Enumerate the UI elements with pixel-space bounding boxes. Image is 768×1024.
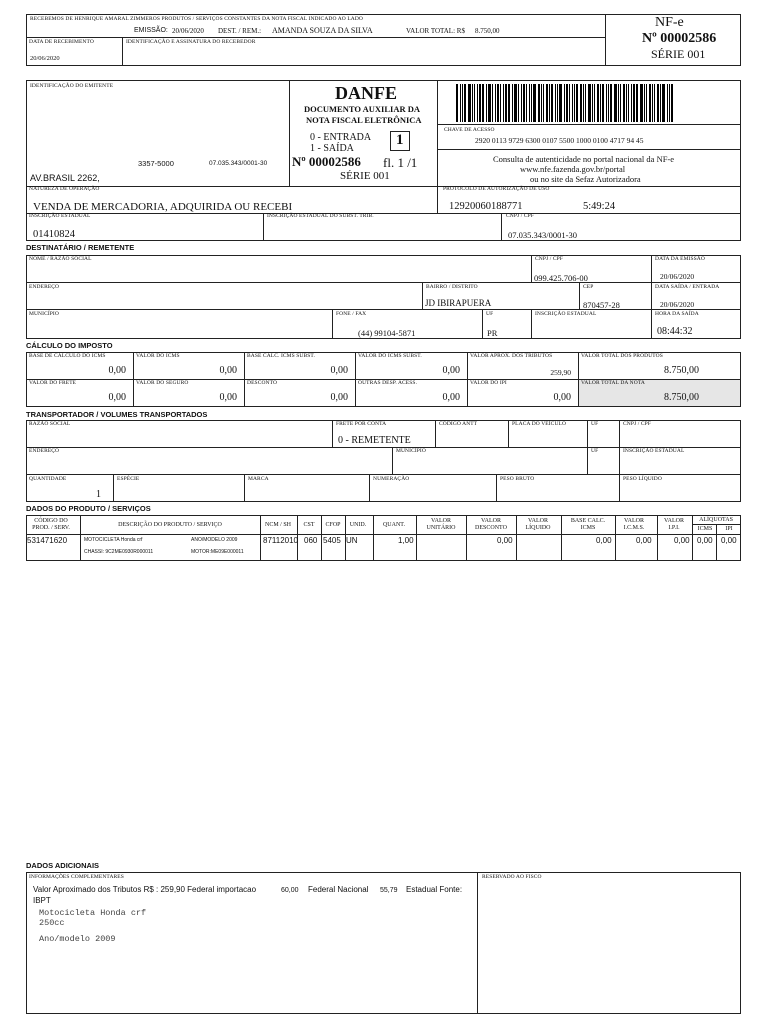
dest-emissao-label: DATA DA EMISSÃO [655,256,705,262]
barcode-bar [521,84,522,122]
barcode-bar [628,84,629,122]
barcode-bar [606,84,607,122]
danfe-numero: Nº 00002586 [292,154,361,169]
dest-endereco-label: ENDEREÇO [29,284,60,290]
imposto-row2-value: 0,00 [442,392,460,403]
item-descricao2: CHASSI: 9C2ME0930R000011 [84,549,154,555]
canhoto-emissao-label: EMISSÃO: [134,27,168,34]
chave-value: 2920 0113 9729 6300 0107 5500 1000 0100 4717 94 45 [475,136,644,145]
barcode-bar [468,84,471,122]
transp-numeracao-label: NUMERAÇÃO [373,476,410,482]
barcode-bar [479,84,481,122]
imposto-row2-label: VALOR TOTAL DA NOTA [581,380,645,386]
emitente-box [26,80,290,187]
imposto-row1-label: VALOR APROX. DOS TRIBUTOS [470,353,553,359]
barcode-bar [464,84,466,122]
barcode-bar [633,84,635,122]
barcode-bar [657,84,659,122]
hdr-aliquotas: ALÍQUOTAS [699,517,733,523]
canhoto-data: 20/06/2020 [30,55,60,62]
canhoto-nfe: NF-e [655,15,684,30]
dest-municipio-box [26,309,333,339]
imposto-row2-label: VALOR DO FRETE [29,380,77,386]
info-line2: IBPT [33,896,51,905]
emit-cnpj-value: 07.035.343/0001-30 [508,230,577,240]
protocolo-value: 12920060188771 [449,201,523,212]
canhoto-valor: 8.750,00 [475,27,500,35]
danfe-title: DANFE [335,83,397,103]
imposto-section: CÁLCULO DO IMPOSTO [26,341,113,350]
barcode-bar [654,84,655,122]
dest-bairro-label: BAIRRO / DISTRITO [426,284,478,290]
barcode-bar [660,84,661,122]
barcode-bar [667,84,668,122]
dest-saida-label: DATA SAÍDA / ENTRADA [655,284,720,290]
barcode-bar [474,84,475,122]
protocolo-hora: 5:49:24 [583,201,616,212]
barcode-bar [574,84,575,122]
info-line1b: 60,00 [281,887,299,894]
barcode-bar [526,84,527,122]
reservado-box [477,872,741,1014]
barcode-bar [533,84,536,122]
imposto-row2-value: 0,00 [219,392,237,403]
barcode-bar [500,84,501,122]
barcode-bar [508,84,510,122]
info-mono1: Motocicleta Honda crf [39,908,147,918]
barcode-bar [610,84,612,122]
barcode-bar [569,84,570,122]
info-line1a: Valor Aproximado dos Tributos R$ : 259,90 Federal importacao [33,885,257,894]
item-descricao1b: ANO/MODELO 2009 [191,537,238,543]
hdr-vicms: VALOR I.C.M.S. [623,518,645,531]
emitente-label: IDENTIFICAÇÃO DO EMITENTE [30,83,114,89]
barcode-bar [646,84,647,122]
canhoto-emissao: 20/06/2020 [172,27,204,35]
barcode-bar [531,84,532,122]
emitente-cnpj: 07.035.343/0001-30 [209,160,268,167]
dest-municipio-label: MUNICÍPIO [29,311,59,317]
barcode-bar [608,84,609,122]
dest-hora-label: HORA DA SAÍDA [655,311,699,317]
barcode-bar [557,84,558,122]
barcode-bar [555,84,556,122]
barcode-bar [583,84,584,122]
item-vicms: 0,00 [636,536,652,545]
barcode-bar [669,84,670,122]
protocolo-label: PROTOCOLO DE AUTORIZAÇÃO DE USO [443,186,550,192]
imposto-row1-label: VALOR DO ICMS [136,353,180,359]
natureza-label: NATUREZA DE OPERAÇÃO [29,186,100,192]
item-vipi: 0,00 [674,536,690,545]
canhoto-data-label: DATA DE RECEBIMENTO [29,39,94,45]
destinatario-section: DESTINATÁRIO / REMETENTE [26,243,135,252]
hdr-ncm: NCM / SH [264,522,291,528]
item-quant: 1,00 [398,536,414,545]
item-descricao1: MOTOCICLETA Honda crf [84,537,143,543]
barcode-bar [482,84,484,122]
imposto-row1-value: 0,00 [219,365,237,376]
danfe-entrada: 0 - ENTRADA [310,132,372,143]
dest-saida-value: 20/06/2020 [660,300,695,309]
imposto-row2-label: OUTRAS DESP. ACESS. [358,380,418,386]
hdr-quant: QUANT. [382,522,406,528]
info-mono2: 250cc [39,918,65,928]
barcode-bar [576,84,578,122]
transp-frete-value: 0 - REMETENTE [338,435,411,446]
adicionais-section: DADOS ADICIONAIS [26,861,100,870]
danfe-serie: SÉRIE 001 [340,170,390,182]
danfe-tipo: 1 [396,132,404,148]
imposto-row1-value: 0,00 [108,365,126,376]
ie-label: INSCRIÇÃO ESTADUAL [29,213,91,219]
imposto-row2-label: VALOR DO SEGURO [136,380,189,386]
info-label: INFORMAÇÕES COMPLEMENTARES [29,874,124,880]
chave-label: CHAVE DE ACESSO [444,127,495,133]
transp-razao-box [26,420,333,448]
imposto-row1-value: 0,00 [442,365,460,376]
item-unid: UN [346,536,358,545]
danfe-saida: 1 - SAÍDA [310,143,354,154]
hdr-aicms: ICMS [697,526,713,532]
canhoto-dest-label: DEST. / REM.: [218,27,262,35]
transp-razao-label: RAZÃO SOCIAL [29,421,71,427]
barcode-bar [640,84,643,122]
item-cst: 060 [304,536,318,545]
produtos-col-rule [466,515,467,561]
dest-nome-box [26,255,532,283]
dest-fone-label: FONE / FAX [336,311,367,317]
dest-bairro-value: JD IBIRAPUERA [425,298,492,308]
transp-endereco-box [26,447,393,475]
canhoto-valor-label: VALOR TOTAL: R$ [406,27,465,35]
hdr-codigo: CÓDIGO DO PROD. / SERV. [32,518,70,531]
info-mono3: Ano/modelo 2009 [39,934,116,944]
produtos-col-rule [657,515,658,561]
dest-uf-value: PR [487,328,498,338]
transportador-section: TRANSPORTADOR / VOLUMES TRANSPORTADOS [26,410,208,419]
imposto-row1-value: 259,90 [550,368,571,377]
barcode-bar [551,84,553,122]
barcode-bar [618,84,619,122]
barcode-bar [588,84,591,122]
barcode-bar [505,84,507,122]
transp-qtd-label: QUANTIDADE [29,476,67,482]
info-line1d: 55,79 [380,887,398,894]
item-ncm: 87112010 [263,536,298,545]
hdr-cfop: CFOP [325,522,341,528]
canhoto-numero: Nº 00002586 [642,31,717,46]
barcode-bar [460,84,461,122]
imposto-row1-label: BASE CALC. ICMS SUBST. [247,353,315,359]
imposto-row1-label: VALOR DO ICMS SUBST. [358,353,422,359]
imposto-row1-value: 8.750,00 [664,365,699,376]
barcode-bar [472,84,473,122]
barcode-bar [614,84,617,122]
dest-ie-label: INSCRIÇÃO ESTADUAL [535,311,597,317]
barcode-bar [620,84,621,122]
item-codigo: 531471620 [27,536,68,545]
barcode-bar [541,84,542,122]
barcode-bar [538,84,540,122]
barcode-bar [549,84,550,122]
transp-uf2-label: UF [591,448,599,454]
transp-uf-label: UF [591,421,599,427]
barcode-bar [514,84,517,122]
barcode-bar [671,84,673,122]
barcode-bar [580,84,582,122]
produtos-col-rule [716,524,717,561]
barcode-bar [600,84,601,122]
item-descricao2b: MOTOR:ME09E000011 [191,549,244,555]
barcode-bar [543,84,544,122]
dest-uf-label: UF [486,311,494,317]
hdr-vipi: VALOR I.P.I. [664,518,684,531]
barcode-bar [592,84,593,122]
imposto-row2-value: 8.750,00 [664,392,699,403]
produtos-col-rule [80,515,81,561]
dest-hora-value: 08:44:32 [657,326,693,337]
barcode-bar [518,84,519,122]
barcode-bar [497,84,499,122]
imposto-row2-label: VALOR DO IPI [470,380,507,386]
dest-cep-value: 870457-28 [583,300,620,310]
imposto-row1-label: VALOR TOTAL DOS PRODUTOS [581,353,663,359]
consulta-line1: Consulta de autenticidade no portal nacional da NF-e [493,154,675,164]
barcode-bar [623,84,625,122]
canhoto-dest: AMANDA SOUZA DA SILVA [272,26,373,35]
barcode-bar [512,84,513,122]
produtos-header-rule [26,534,741,535]
transp-qtd-value: 1 [96,489,101,500]
barcode-bar [649,84,651,122]
barcode-bar [462,84,463,122]
barcode-bar [594,84,595,122]
transp-pesol-label: PESO LÍQUIDO [623,476,662,482]
barcode-bar [564,84,565,122]
barcode-bar [585,84,586,122]
imposto-row2-value: 0,00 [108,392,126,403]
info-line1c: Federal Nacional [308,885,369,894]
ie-st-label: INSCRIÇÃO ESTADUAL DO SUBST. TRIB. [267,213,374,219]
barcode-bar [477,84,478,122]
dest-cep-label: CEP [583,284,594,290]
natureza-value: VENDA DE MERCADORIA, ADQUIRIDA OU RECEBI [33,201,293,213]
hdr-unid: UNID. [349,522,367,528]
item-cfop: 5405 [323,536,341,545]
danfe-folha: fl. 1 /1 [383,155,418,170]
barcode-bar [662,84,665,122]
produtos-section: DADOS DO PRODUTO / SERVIÇOS [26,504,151,513]
info-line1e: Estadual Fonte: [406,885,463,894]
barcode-bar [652,84,653,122]
barcode-bar [546,84,548,122]
dest-endereco-box [26,282,423,310]
dest-fone-value: (44) 99104-5871 [358,328,416,338]
emitente-endereco: AV.BRASIL 2262, [30,173,100,183]
barcode-bar [597,84,599,122]
canhoto-recebemos: RECEBEMOS DE HENRIQUE AMARAL ZIMMEROS PRODUTOS / SERVIÇOS CONSTANTES DA NOTA FISCAL INDICADO AO LADO [30,16,363,22]
barcode-bar [503,84,504,122]
dest-cnpj-value: 099.425.706-00 [534,273,588,283]
hdr-vunit: VALOR UNITÁRIO [426,518,456,531]
imposto-row2-value: 0,00 [330,392,348,403]
barcode-image [456,84,731,122]
barcode-bar [644,84,645,122]
item-bcicms: 0,00 [596,536,612,545]
produtos-col-rule [516,515,517,561]
item-vdesc: 0,00 [497,536,513,545]
imposto-row1-value: 0,00 [330,365,348,376]
transp-marca-label: MARCA [248,476,269,482]
hdr-aipi: IPI [725,526,733,532]
barcode-bar [456,84,458,122]
transp-frete-label: FRETE POR CONTA [336,421,387,427]
imposto-row2-label: DESCONTO [247,380,278,386]
transp-cnpj-label: CNPJ / CPF [623,421,651,427]
consulta-line3: ou no site da Sefaz Autorizadora [530,174,641,184]
item-aipi: 0,00 [721,536,737,545]
canhoto-serie: SÉRIE 001 [651,47,706,61]
barcode-bar [495,84,496,122]
barcode-bar [602,84,604,122]
consulta-line2: www.nfe.fazenda.gov.br/portal [520,164,626,174]
transp-placa-label: PLACA DO VEÍCULO [512,421,567,427]
dest-emissao-value: 20/06/2020 [660,272,695,281]
danfe-subtitle1: DOCUMENTO AUXILIAR DA [304,104,421,114]
imposto-row1-label: BASE DE CÁLCULO DO ICMS [29,353,106,359]
transp-ie-label: INSCRIÇÃO ESTADUAL [623,448,685,454]
transp-antt-label: CÓDIGO ANTT [439,421,478,427]
barcode-bar [488,84,491,122]
emitente-fone: 3357-5000 [138,159,174,168]
hdr-descricao: DESCRIÇÃO DO PRODUTO / SERVIÇO [118,522,222,528]
transp-especie-label: ESPÉCIE [117,476,140,482]
barcode-bar [529,84,530,122]
barcode-bar [626,84,627,122]
barcode-bar [523,84,525,122]
barcode-bar [559,84,562,122]
hdr-cst: CST [303,522,315,528]
emit-cnpj-label: CNPJ / CPF [506,213,534,219]
barcode-bar [566,84,568,122]
danfe-subtitle2: NOTA FISCAL ELETRÔNICA [306,115,422,125]
barcode-bar [636,84,638,122]
hdr-bcicms: BASE CALC. ICMS [570,518,606,531]
transp-municipio-label: MUNICÍPIO [396,448,426,454]
hdr-vliq: VALOR LÍQUIDO [525,518,551,531]
item-aicms: 0,00 [697,536,713,545]
transp-endereco-label: ENDEREÇO [29,448,60,454]
barcode-bar [492,84,493,122]
hdr-aliquotas-rule [693,524,741,525]
dest-nome-label: NOME / RAZÃO SOCIAL [29,256,92,262]
produtos-col-rule [615,515,616,561]
ie-value: 01410824 [33,229,75,240]
transp-pesob-label: PESO BRUTO [500,476,535,482]
dest-cnpj-label: CNPJ / CPF [535,256,563,262]
barcode-bar [486,84,487,122]
produtos-col-rule [561,515,562,561]
canhoto-ident-label: IDENTIFICAÇÃO E ASSINATURA DO RECEBEDOR [126,39,256,45]
imposto-row2-value: 0,00 [553,392,571,403]
barcode-bar [572,84,573,122]
hdr-vdesc: VALOR DESCONTO [475,518,507,531]
produtos-col-rule [416,515,417,561]
barcode-bar [631,84,632,122]
reservado-label: RESERVADO AO FISCO [482,874,542,880]
